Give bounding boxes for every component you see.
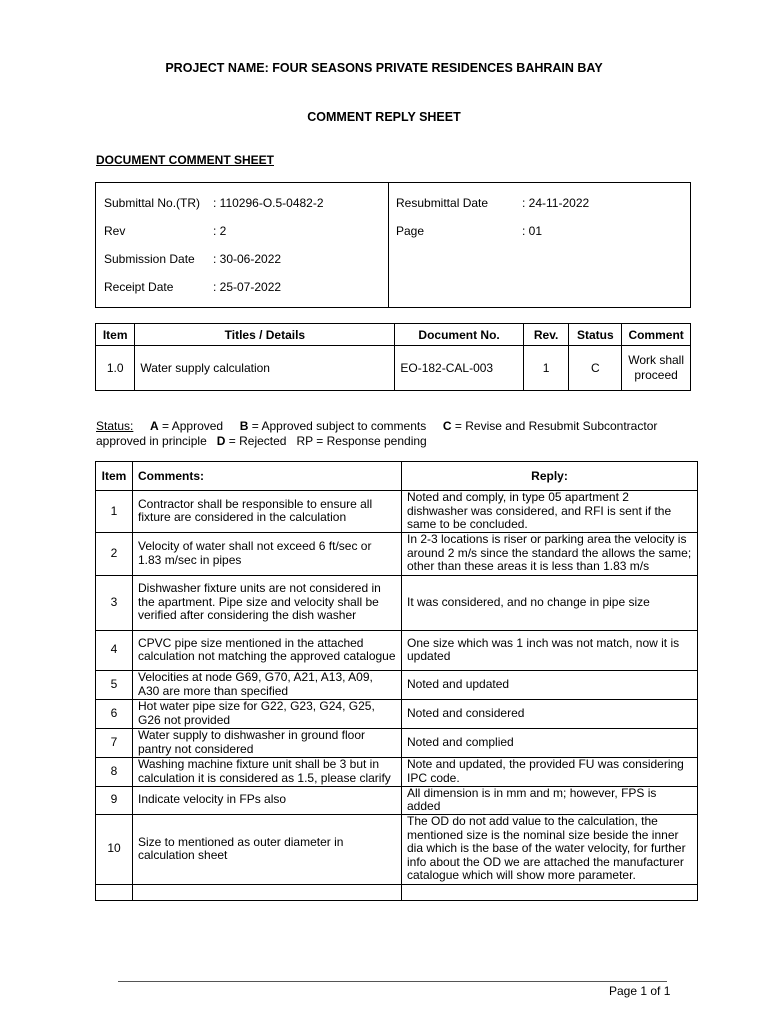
table-row — [96, 728, 698, 757]
table-row — [96, 699, 698, 728]
status-c-key: C — [442, 419, 452, 433]
status-a-key: A — [150, 419, 159, 433]
comment-item-number: 2 — [96, 532, 133, 575]
reply-text: Noted and comply, in type 05 apartment 2 dishwasher was considered, and RFI is sent if the same to be concluded. — [402, 491, 698, 533]
footer-divider — [118, 981, 667, 982]
status-label: Status: — [96, 419, 134, 433]
header-comment: Comment — [622, 324, 691, 346]
reply-text: All dimension is in mm and m; however, FPS is added — [402, 786, 698, 814]
comment-item-number: 7 — [96, 728, 133, 757]
submittal-info-box — [95, 182, 691, 308]
comment-item-number: 9 — [96, 786, 133, 814]
info-value: : 30-06-2022 — [213, 252, 282, 266]
header-item: Item — [96, 324, 135, 346]
item-rev: 1 — [523, 346, 569, 391]
status-c-text: = Revise and Resubmit Subcontractor approved in principle — [96, 419, 658, 448]
header-comments: Comments: — [133, 462, 402, 491]
table-row — [96, 786, 698, 814]
info-value: : 24-11-2022 — [522, 196, 590, 210]
reply-text — [402, 884, 698, 900]
comment-text: Size to mentioned as outer diameter in calculation sheet — [133, 814, 402, 884]
comment-text: Velocity of water shall not exceed 6 ft/sec or 1.83 m/sec in pipes — [133, 532, 402, 575]
reply-text: Noted and complied — [402, 728, 698, 757]
comment-item-number — [96, 884, 133, 900]
status-rp-text: RP = Response pending — [296, 434, 427, 448]
info-label: Rev — [104, 224, 126, 238]
status-d-text: = Rejected — [228, 434, 287, 448]
comments-table — [95, 461, 698, 901]
comment-item-number: 1 — [96, 491, 133, 533]
info-label: Submission Date — [104, 252, 195, 266]
reply-text: It was considered, and no change in pipe size — [402, 575, 698, 630]
header-reply: Reply: — [402, 462, 698, 491]
table-row — [96, 575, 698, 630]
sheet-title: COMMENT REPLY SHEET — [307, 110, 461, 124]
status-b-key: B — [239, 419, 249, 433]
table-row — [96, 630, 698, 670]
page-number: Page 1 of 1 — [609, 984, 671, 998]
comment-item-number: 5 — [96, 670, 133, 699]
comment-text: Velocities at node G69, G70, A21, A13, A09, A30 are more than specified — [133, 670, 402, 699]
table-row — [96, 814, 698, 884]
reply-text: Note and updated, the provided FU was considering IPC code. — [402, 757, 698, 786]
comment-text: Indicate velocity in FPs also — [133, 786, 402, 814]
info-label: Receipt Date — [104, 280, 174, 294]
reply-text: Noted and updated — [402, 670, 698, 699]
project-name: PROJECT NAME: FOUR SEASONS PRIVATE RESIDENCES BAHRAIN BAY — [165, 61, 603, 75]
info-value: : 2 — [213, 224, 227, 238]
status-legend — [96, 419, 696, 449]
table-header-row — [96, 462, 698, 491]
table-header-row — [96, 324, 691, 346]
table-row — [96, 670, 698, 699]
document-comment-heading: DOCUMENT COMMENT SHEET — [96, 153, 274, 167]
comment-text: Dishwasher fixture units are not considered in the apartment. Pipe size and velocity shall be verified after considering the dish washer — [133, 575, 402, 630]
info-label: Page — [396, 224, 425, 238]
header-item: Item — [96, 462, 133, 491]
comment-text: Hot water pipe size for G22, G23, G24, G25, G26 not provided — [133, 699, 402, 728]
comment-text: Contractor shall be responsible to ensure all fixture are considered in the calculation — [133, 491, 402, 533]
reply-text: The OD do not add value to the calculation, the mentioned size is the nominal size beside the inner dia which is the base of the water velocity, for further info about the OD we are attached the manufacturer catalogue which will show more parameter. — [402, 814, 698, 884]
table-row — [96, 532, 698, 575]
comment-item-number: 6 — [96, 699, 133, 728]
comment-item-number: 4 — [96, 630, 133, 670]
item-document-no: EO-182-CAL-003 — [395, 346, 523, 391]
reply-text: One size which was 1 inch was not match, now it is updated — [402, 630, 698, 670]
reply-text: In 2-3 locations is riser or parking area the velocity is around 2 m/s since the standard the allows the same; other than these areas it is less than 1.83 m/s — [402, 532, 698, 575]
header-rev: Rev. — [523, 324, 569, 346]
document-item-table — [95, 323, 691, 391]
item-comment: Work shall proceed — [622, 346, 691, 391]
status-a-text: = Approved — [162, 419, 224, 433]
status-b-text: = Approved subject to comments — [251, 419, 427, 433]
comment-text: CPVC pipe size mentioned in the attached calculation not matching the approved catalogue — [133, 630, 402, 670]
comment-item-number: 3 — [96, 575, 133, 630]
info-label: Submittal No.(TR) — [104, 196, 201, 210]
info-value: : 01 — [522, 224, 543, 238]
status-d-key: D — [216, 434, 226, 448]
info-value: : 25-07-2022 — [213, 280, 282, 294]
table-row — [96, 757, 698, 786]
info-divider — [388, 183, 389, 307]
info-label: Resubmittal Date — [396, 196, 489, 210]
comment-text — [133, 884, 402, 900]
comment-item-number: 10 — [96, 814, 133, 884]
reply-text: Noted and considered — [402, 699, 698, 728]
info-value: : 110296-O.5-0482-2 — [213, 196, 324, 210]
item-title: Water supply calculation — [135, 346, 395, 391]
header-document-no: Document No. — [395, 324, 523, 346]
comment-item-number: 8 — [96, 757, 133, 786]
header-status: Status — [569, 324, 622, 346]
comment-text: Washing machine fixture unit shall be 3 but in calculation it is considered as 1.5, please clarify — [133, 757, 402, 786]
table-row — [96, 884, 698, 900]
table-row — [96, 491, 698, 533]
item-status: C — [569, 346, 622, 391]
table-row — [96, 346, 691, 391]
item-number: 1.0 — [96, 346, 135, 391]
comment-text: Water supply to dishwasher in ground floor pantry not considered — [133, 728, 402, 757]
header-titles: Titles / Details — [135, 324, 395, 346]
